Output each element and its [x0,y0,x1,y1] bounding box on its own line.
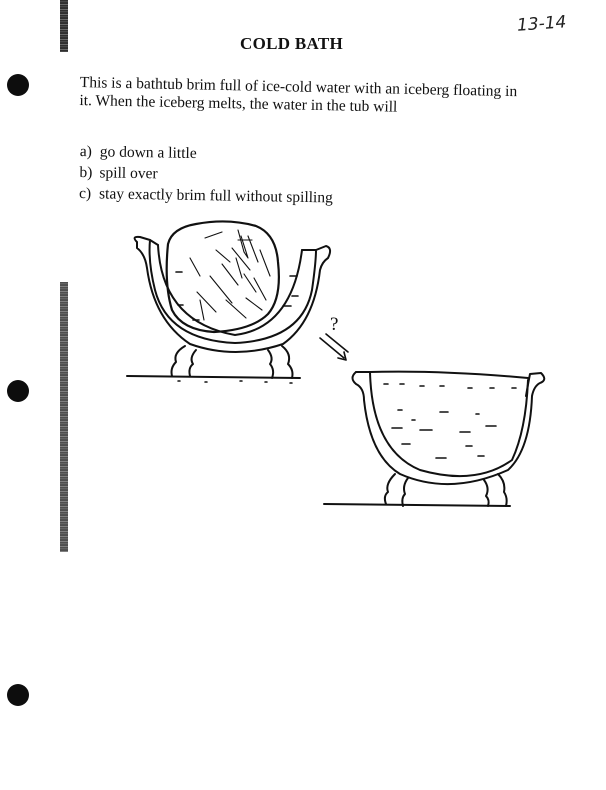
option-text: stay exactly brim full without spilling [98,185,333,207]
option-letter: a) [79,142,93,161]
option-text: go down a little [99,143,197,163]
transition-arrow-icon [320,334,348,360]
option-letter: b) [79,163,93,182]
iceberg [167,221,279,332]
page-number: 13-14 [516,12,568,36]
question-text: This is a bathtub brim full of ice-cold water with an iceberg floating in it. When the iceberg melts, the water in the tub will [79,74,518,116]
transition-question-mark: ? [330,314,339,335]
bathtub-with-iceberg [127,237,330,383]
option-letter: c) [78,184,92,203]
bathtub-after-melting [324,372,544,506]
page-title: COLD BATH [240,34,343,53]
option-text: spill over [99,164,158,183]
